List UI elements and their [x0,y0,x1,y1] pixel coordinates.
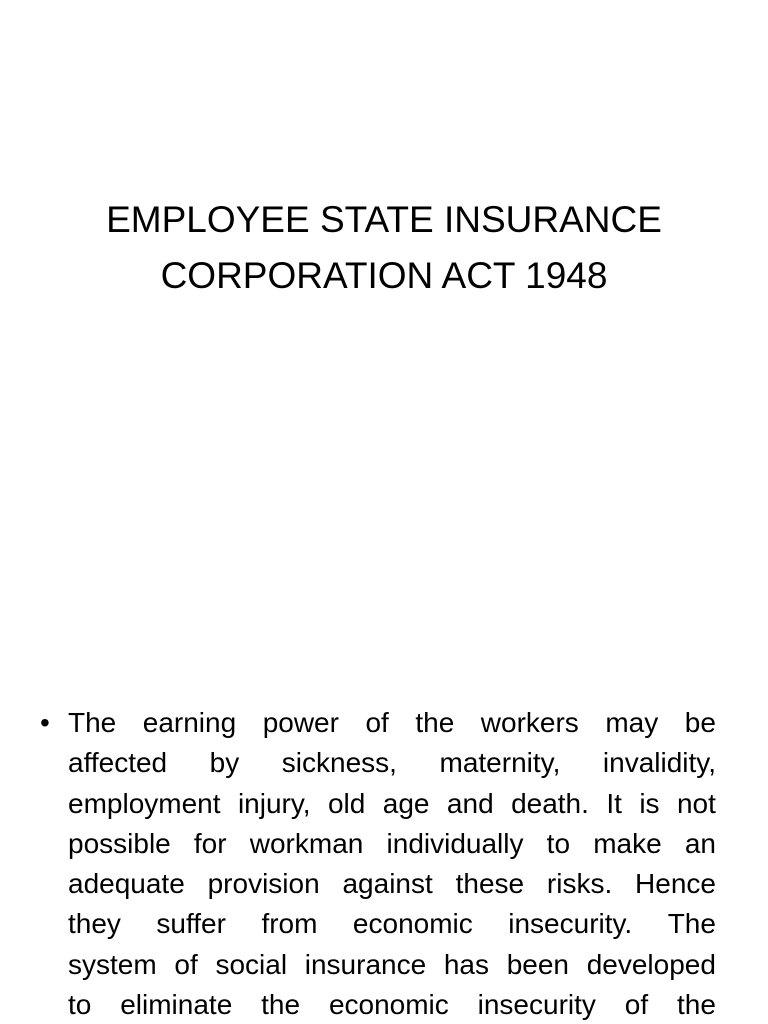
word: suffer [156,908,226,940]
word: be [684,707,716,738]
word: Hence [635,868,716,900]
slide-title [40,192,728,304]
word: social [215,948,288,980]
word: these [455,868,525,900]
word: workman [249,827,364,859]
word: from [261,908,318,940]
word: they [68,908,121,940]
word: affected [68,747,168,779]
word: provision [207,868,320,900]
word: an [684,827,716,859]
word: The [667,908,716,940]
word: and [446,787,494,819]
word: insurance [304,948,427,980]
bullet-text-line [68,703,716,743]
word: age [382,787,430,819]
word: the [415,707,455,738]
bullet-text-line [68,784,716,824]
word: economic [352,908,473,940]
bullet-text-line [68,904,716,944]
word: It [606,787,622,819]
word: the [676,989,716,1021]
bullet-list [40,703,716,1024]
title-line-1: EMPLOYEE STATE INSURANCE [106,199,662,240]
bullet-item [40,703,716,1024]
word: risks. [546,868,613,900]
word: old [327,787,366,819]
word: of [174,948,198,980]
bullet-marker: • [40,707,50,738]
bullet-text-line [68,824,716,864]
bullet-text-line [68,945,716,985]
word: of [365,707,389,738]
bullet-text-line [68,985,716,1024]
word: to [546,827,571,859]
word: insecurity. [508,908,633,940]
word: possible [68,827,171,859]
word: injury, [237,787,311,819]
word: individually [386,827,524,859]
word: The [68,707,117,738]
word: sickness, [281,747,397,779]
word: is [639,787,660,819]
word: the [261,989,301,1021]
word: maternity, [439,747,561,779]
word: insecurity [477,989,596,1021]
word: against [342,868,433,900]
word: death. [511,787,589,819]
word: for [193,827,227,859]
word: may [605,707,659,738]
word: been [506,948,570,980]
word: has [443,948,490,980]
word: invalidity, [602,747,716,779]
word: eliminate [120,989,233,1021]
bullet-text-line [68,743,716,783]
word: not [676,787,716,819]
word: economic [328,989,449,1021]
word: power [262,707,339,738]
word: make [593,827,662,859]
bullet-text-line [68,864,716,904]
word: employment [68,787,221,819]
title-line-2: CORPORATION ACT 1948 [160,255,608,296]
word: workers [480,707,579,738]
word: developed [586,948,716,980]
word: by [209,747,240,779]
word: earning [142,707,237,738]
word: system [68,948,157,980]
word: of [624,989,649,1021]
word: to [68,989,92,1021]
word: adequate [68,868,185,900]
